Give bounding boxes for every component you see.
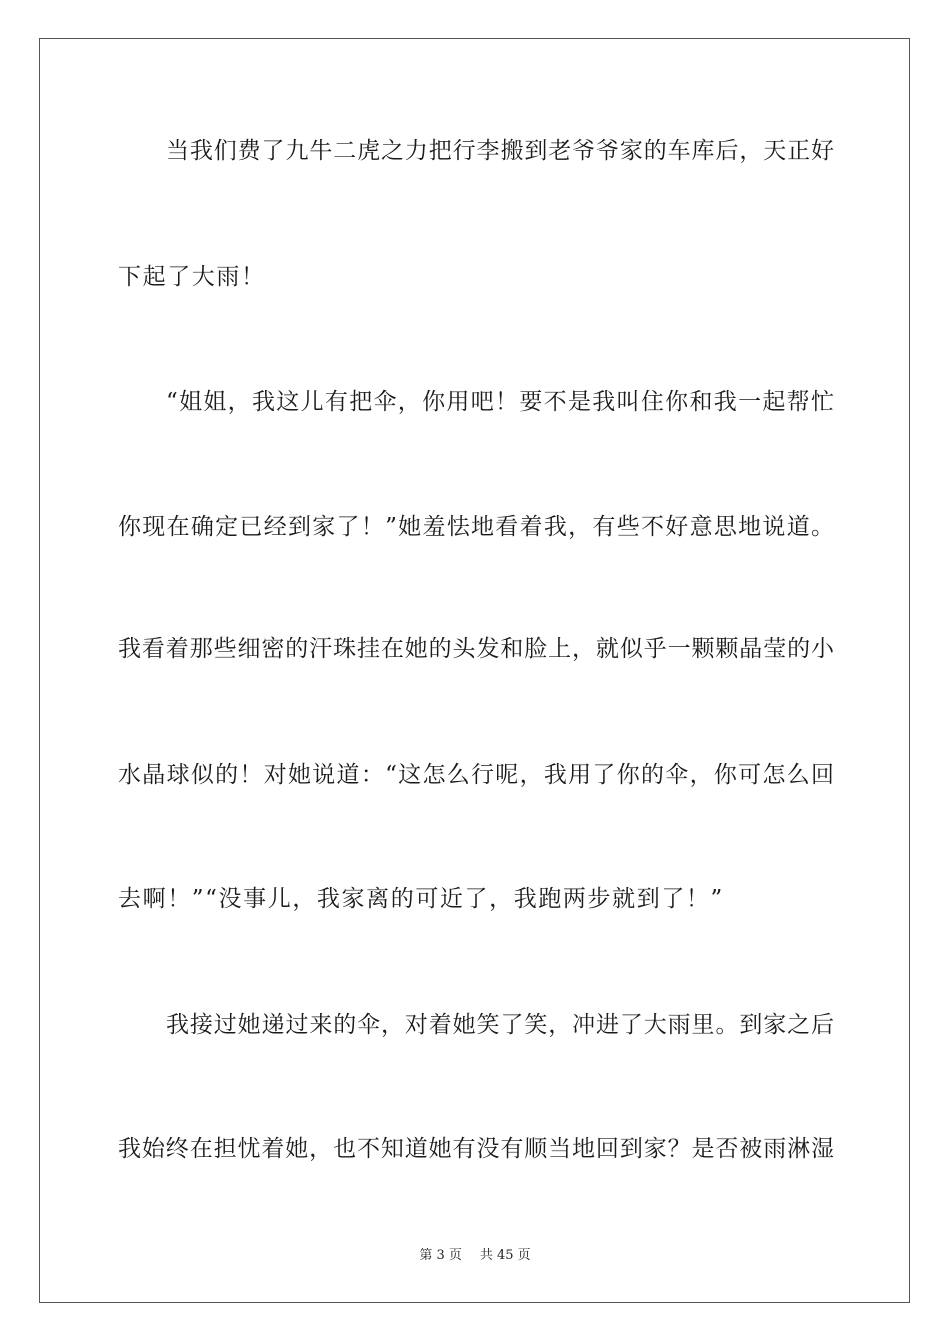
paragraph-3-line-2: 我始终在担忧着她，也不知道她有没有顺当地回到家？是否被雨淋湿 — [118, 1136, 834, 1162]
paragraph-2-line-4: 水晶球似的！对她说道：“这怎么行呢，我用了你的伞，你可怎么回 — [118, 762, 834, 788]
paragraph-1-line-1: 当我们费了九牛二虎之力把行李搬到老爷爷家的车库后，天正好 — [166, 138, 834, 164]
paragraph-2-line-1: “姐姐，我这儿有把伞，你用吧！要不是我叫住你和我一起帮忙 — [166, 389, 834, 415]
paragraph-2-line-2: 你现在确定已经到家了！”她羞怯地看着我，有些不好意思地说道。 — [118, 514, 834, 540]
paragraph-1-line-2: 下起了大雨！ — [118, 264, 266, 290]
page-total: 共 45 页 — [479, 1248, 531, 1263]
paragraph-2-line-5: 去啊！”“没事儿，我家离的可近了，我跑两步就到了！” — [118, 886, 724, 912]
page-border — [39, 38, 910, 1303]
page-footer — [0, 1247, 950, 1265]
paragraph-2-line-3: 我看着那些细密的汗珠挂在她的头发和脸上，就似乎一颗颗晶莹的小 — [118, 636, 834, 662]
page-number: 第 3 页 — [419, 1248, 462, 1263]
paragraph-3-line-1: 我接过她递过来的伞，对着她笑了笑，冲进了大雨里。到家之后 — [166, 1012, 834, 1038]
